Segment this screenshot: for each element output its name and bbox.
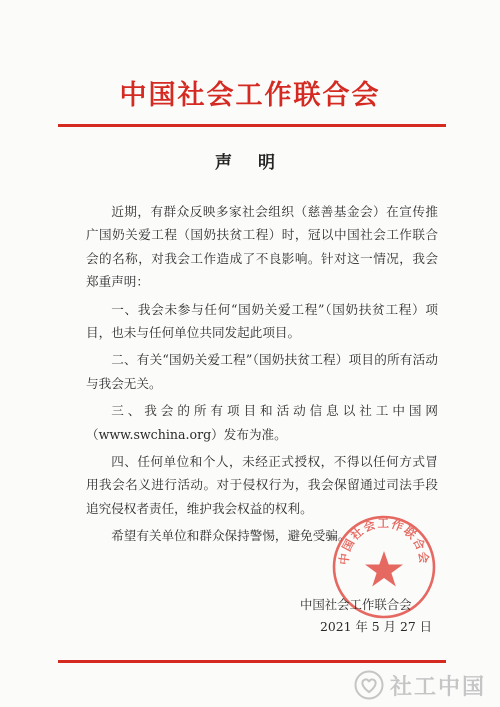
watermark-text: 社工中国 [389, 674, 486, 700]
seal-text: 中国社会工作联合会 [336, 516, 432, 566]
organization-header: 中国社会工作联合会 [119, 80, 381, 111]
paragraph-intro: 近期，有群众反映多家社会组织（慈善基金会）在宣传推广国奶关爱工程（国奶扶贫工程）时，冠以中国社会工作联合会的名称，对我会工作造成了不良影响。针对这一情况，我会郑重声明： [86, 204, 438, 290]
signature-date: 2021 年 5 月 27 日 [320, 619, 433, 634]
paragraph-item-1: 一、我会未参与任何“国奶关爱工程”（国奶扶贫工程）项目，也未与任何单位共同发起此项目。 [86, 301, 438, 341]
heart-logo-icon [354, 670, 384, 700]
paragraph-item-3: 三、我会的所有项目和活动信息以社工中国网（www.swchina.org）发布为准。 [86, 403, 438, 442]
footer-divider [58, 660, 446, 663]
paragraph-item-2: 二、有关“国奶关爱工程”（国奶扶贫工程）项目的所有活动与我会无关。 [86, 352, 438, 391]
paragraph-closing: 希望有关单位和群众保持警惕，避免受骗。 [111, 528, 351, 544]
signature-organization: 中国社会工作联合会 [300, 597, 412, 612]
document-title: 声 明 [215, 153, 285, 173]
site-watermark [354, 669, 486, 701]
signature-block [300, 594, 450, 638]
paragraph-item-4: 四、任何单位和个人，未经正式授权，不得以任何方式冒用我会名义进行活动。对于侵权行为，我会保留通过司法手段追究侵权者责任，维护我会权益的权利。 [86, 454, 438, 516]
statement-body [86, 200, 438, 548]
header-divider [58, 124, 446, 127]
